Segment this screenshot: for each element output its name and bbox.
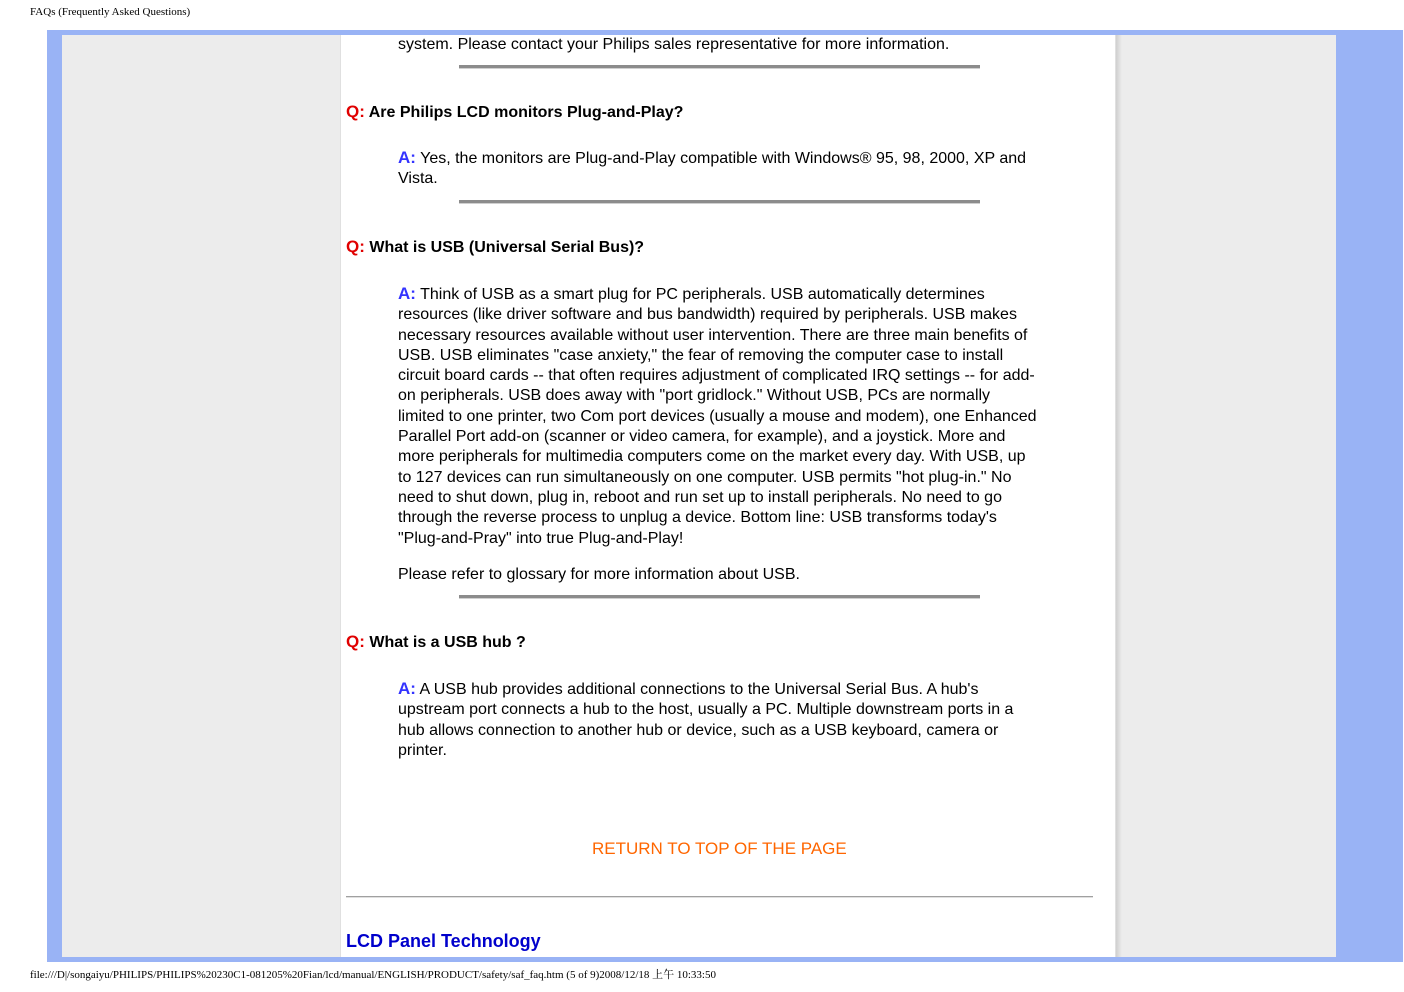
faq-answer (398, 284, 1038, 549)
divider-rule (459, 200, 980, 204)
faq-answer (398, 679, 1038, 761)
a-label: A: (398, 148, 416, 167)
faq-question (346, 632, 526, 653)
right-sidebar (1116, 35, 1336, 957)
left-sidebar (62, 35, 340, 957)
question-text: What is USB (Universal Serial Bus)? (369, 239, 645, 256)
print-header-title: FAQs (Frequently Asked Questions) (30, 6, 191, 18)
divider-rule (459, 595, 980, 599)
print-footer-path: file:///D|/songaiyu/PHILIPS/PHILIPS%20230C1-081205%20Fian/lcd/manual/ENGLISH/PRODUCT/safety/saf_faq.htm (5 of 9)2008/12/18 上午 10:33:50 (30, 969, 716, 981)
faq-question (346, 102, 683, 123)
q-label: Q: (346, 237, 365, 256)
q-label: Q: (346, 632, 365, 651)
q-label: Q: (346, 102, 365, 121)
divider-rule (459, 65, 980, 69)
section-title-lcd-panel[interactable]: LCD Panel Technology (346, 931, 541, 951)
intro-tail-text: system. Please contact your Philips sales representative for more information. (398, 36, 950, 53)
faq-question (346, 237, 644, 258)
a-label: A: (398, 284, 416, 303)
faq-extra-text: Please refer to glossary for more information about USB. (398, 566, 800, 583)
answer-text: Yes, the monitors are Plug-and-Play compatible with Windows® 95, 98, 2000, XP and Vista. (398, 150, 1027, 188)
section-divider (346, 896, 1093, 898)
answer-text: A USB hub provides additional connections to the Universal Serial Bus. A hub's upstream port connects a hub to the host, usually a PC. Multiple downstream ports in a hub allows connection to another hub or device, such as a USB keyboard, camera or printer. (398, 681, 1014, 759)
right-sidebar-shadow (1116, 35, 1122, 957)
faq-answer (398, 148, 1038, 190)
answer-text: Think of USB as a smart plug for PC peripherals. USB automatically determines resources (like driver software and bus bandwidth) required by peripherals. USB makes necessary resources available without user intervention. There are three main benefits of USB. USB eliminates "case anxiety," the fear of removing the computer case to install circuit board cards -- that often requires adjustment of complicated IRQ settings -- for add-on peripherals. USB does away with "port gridlock." Without USB, PCs are normally limited to one printer, two Com port devices (usually a mouse and modem), one Enhanced Parallel Port add-on (scanner or video camera, for example), and a joystick. More and more peripherals for multimedia computers come on the market every day. With USB, up to 127 devices can run simultaneously on one computer. USB permits "hot plug-in." No need to shut down, plug in, reboot and run set up to install peripherals. No need to go through the reverse process to unplug a device. Bottom line: USB transforms today's "Plug-and-Pray" into true Plug-and-Play! (398, 286, 1037, 547)
question-text: Are Philips LCD monitors Plug-and-Play? (368, 104, 684, 121)
a-label: A: (398, 679, 416, 698)
return-to-top-link[interactable]: RETURN TO TOP OF THE PAGE (592, 839, 847, 858)
question-text: What is a USB hub ? (369, 634, 526, 651)
